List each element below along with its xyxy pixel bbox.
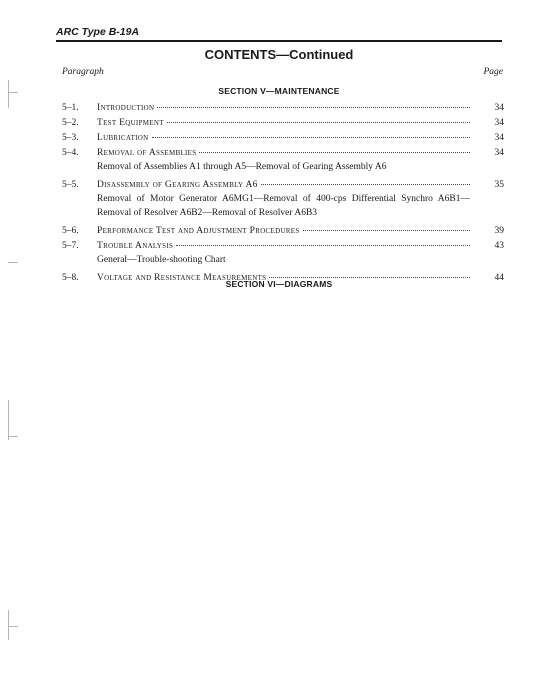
- header-rule: [56, 40, 502, 42]
- section-vi-heading: SECTION VI—DIAGRAMS: [225, 279, 333, 289]
- entry-title: Removal of Assemblies: [97, 148, 197, 158]
- entry-line: [97, 101, 504, 115]
- section-v-heading: SECTION V—MAINTENANCE: [218, 86, 340, 96]
- entry-line: [97, 146, 504, 160]
- scan-mark: [8, 80, 9, 108]
- entry-number: 5–4.: [62, 148, 79, 158]
- toc-entry: [62, 116, 504, 130]
- entry-number: 5–7.: [62, 241, 79, 251]
- toc-entry: [62, 239, 504, 267]
- page-title: CONTENTS—Continued: [204, 47, 354, 62]
- entry-page: 44: [494, 273, 504, 283]
- entry-page: 35: [494, 180, 504, 190]
- scan-mark: [8, 400, 9, 440]
- dot-leader: [261, 183, 470, 185]
- scan-mark: [8, 626, 18, 627]
- entry-number: 5–6.: [62, 226, 79, 236]
- dot-leader: [199, 151, 470, 153]
- dot-leader: [303, 229, 470, 231]
- entry-subtopics: General—Trouble-shooting Chart: [97, 255, 226, 265]
- entry-number: 5–2.: [62, 118, 79, 128]
- paragraph-column-header: Paragraph: [62, 67, 104, 77]
- entry-title: Trouble Analysis: [97, 241, 174, 251]
- entry-page: 34: [494, 148, 504, 158]
- entry-subtopics: Removal of Assemblies A1 through A5—Removal of Gearing Assembly A6: [97, 162, 387, 172]
- toc-entries: [62, 101, 504, 285]
- entry-number: 5–8.: [62, 273, 79, 283]
- entry-title: Performance Test and Adjustment Procedures: [97, 226, 300, 236]
- scan-mark: [8, 92, 18, 93]
- dot-leader: [269, 276, 470, 278]
- toc-entry: [62, 101, 504, 115]
- entry-page: 34: [494, 133, 504, 143]
- entry-number: 5–1.: [62, 103, 79, 113]
- page-column-header: Page: [483, 67, 503, 77]
- entry-title: Test Equipment: [97, 118, 164, 128]
- entry-page: 34: [494, 103, 504, 113]
- scan-mark: [8, 262, 18, 263]
- entry-page: 43: [494, 241, 504, 251]
- entry-line: [97, 178, 504, 192]
- scan-mark: [8, 610, 9, 640]
- entry-line: [97, 224, 504, 238]
- dot-leader: [176, 244, 470, 246]
- document-header: ARC Type B-19A: [56, 26, 140, 38]
- entry-title: Disassembly of Gearing Assembly A6: [97, 180, 258, 190]
- scan-mark: [8, 436, 18, 437]
- entry-number: 5–5.: [62, 180, 79, 190]
- entry-title: Lubrication: [97, 133, 149, 143]
- entry-line: [97, 116, 504, 130]
- entry-subtopics: Removal of Motor Generator A6MG1—Removal of 400-cps Differential Synchro A6B1—Removal of Resolver A6B2—Removal of Resolver A6B3: [97, 194, 470, 218]
- entry-title: Introduction: [97, 103, 155, 113]
- dot-leader: [157, 106, 470, 108]
- entry-line: [97, 131, 504, 145]
- entry-line: [97, 239, 504, 253]
- toc-entry: [62, 178, 504, 220]
- entry-page: 39: [494, 226, 504, 236]
- entry-number: 5–3.: [62, 133, 79, 143]
- entry-page: 34: [494, 118, 504, 128]
- dot-leader: [152, 136, 471, 138]
- entry-title: Voltage and Resistance Measurements: [97, 273, 267, 283]
- dot-leader: [167, 121, 470, 123]
- toc-entry: [62, 131, 504, 145]
- toc-entry: [62, 146, 504, 174]
- toc-entry: [62, 224, 504, 238]
